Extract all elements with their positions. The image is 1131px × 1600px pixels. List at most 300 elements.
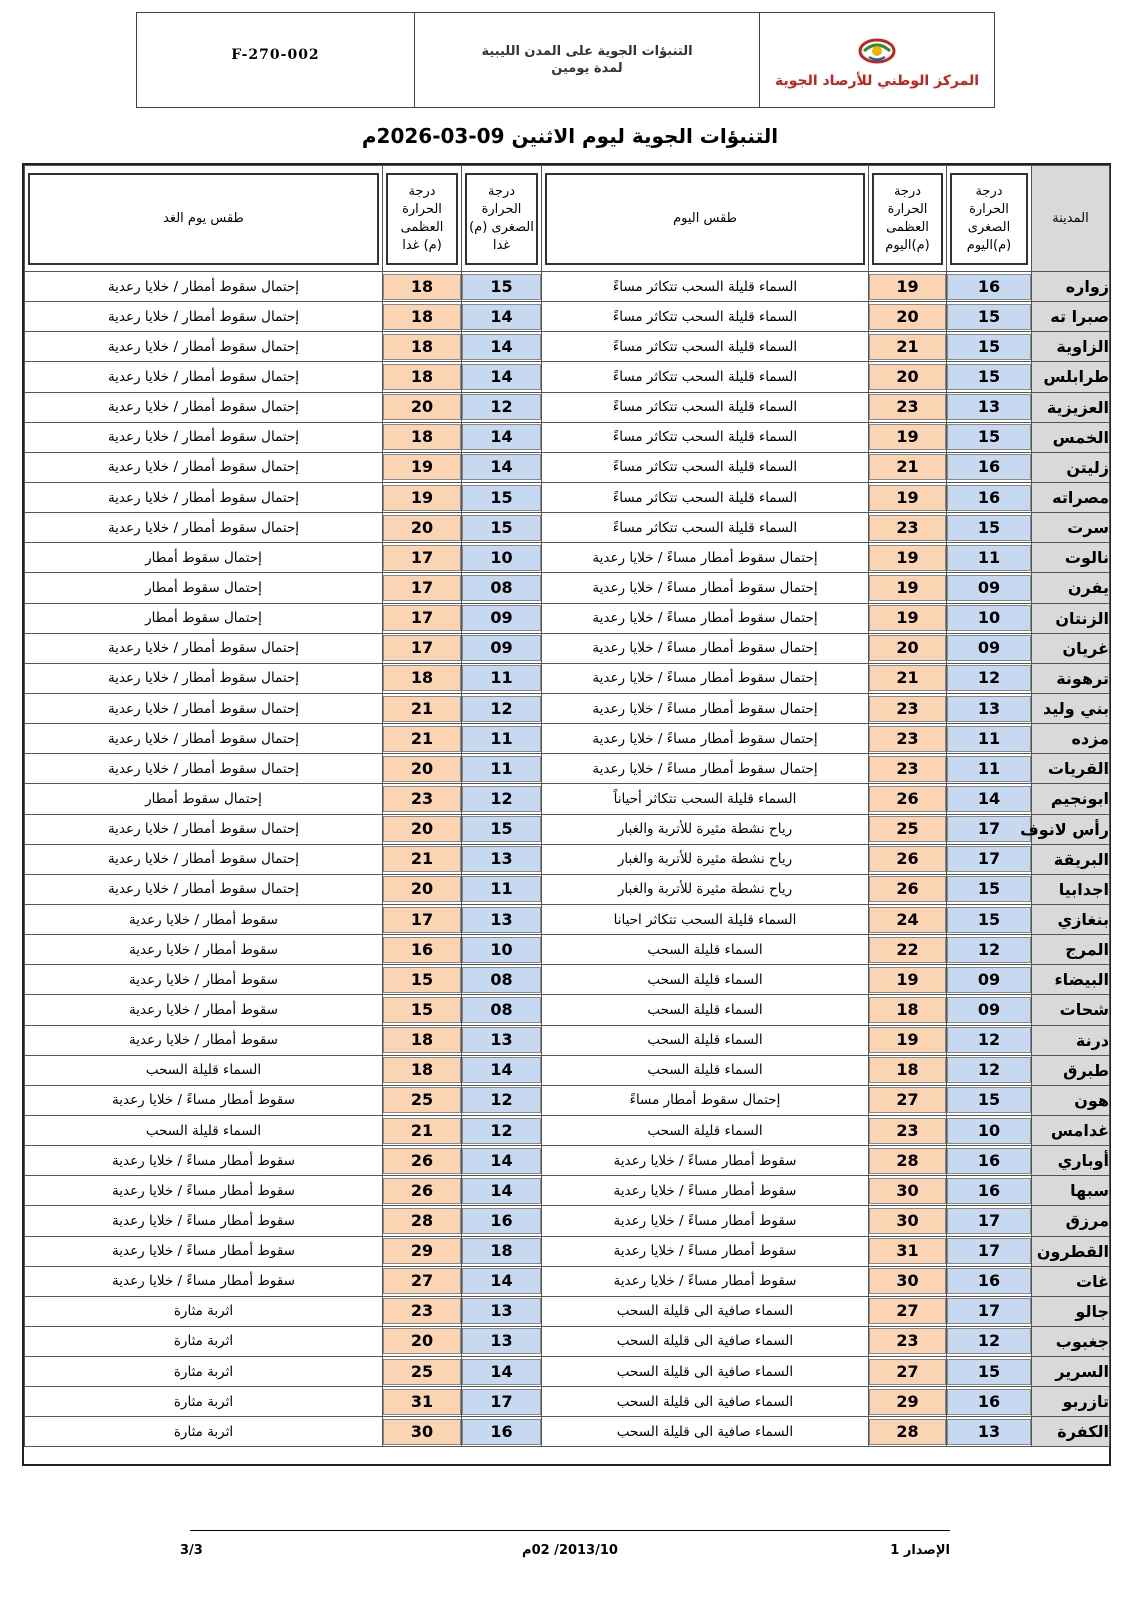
min-temp-today-cell bbox=[947, 1206, 1032, 1236]
weather-tomorrow-cell: إحتمال سقوط أمطار / خلايا رعدية bbox=[25, 844, 383, 874]
min-temp-tomorrow-cell-value: 09 bbox=[462, 605, 541, 631]
min-temp-today-cell bbox=[947, 1357, 1032, 1387]
weather-today-cell: السماء قليلة السحب تتكاثر مساءً bbox=[542, 452, 869, 482]
max-temp-today-cell-value: 23 bbox=[869, 696, 946, 722]
header-city: المدينة bbox=[1032, 166, 1110, 272]
city-cell: جالو bbox=[1032, 1296, 1110, 1326]
max-temp-tomorrow-cell-value: 23 bbox=[383, 786, 461, 812]
min-temp-tomorrow-cell bbox=[462, 904, 542, 934]
header-weather-tomorrow: طقس يوم الغد bbox=[25, 166, 383, 272]
min-temp-tomorrow-cell-value: 16 bbox=[462, 1208, 541, 1234]
max-temp-tomorrow-cell bbox=[383, 693, 462, 723]
max-temp-today-cell-value: 20 bbox=[869, 364, 946, 390]
min-temp-today-cell bbox=[947, 633, 1032, 663]
max-temp-today-cell bbox=[869, 1206, 947, 1236]
min-temp-today-cell bbox=[947, 1326, 1032, 1356]
max-temp-tomorrow-cell-value: 27 bbox=[383, 1268, 461, 1294]
max-temp-tomorrow-cell-value: 20 bbox=[383, 816, 461, 842]
min-temp-today-cell-value: 16 bbox=[947, 1268, 1031, 1294]
weather-today-cell: السماء قليلة السحب تتكاثر احيانا bbox=[542, 904, 869, 934]
max-temp-today-cell-value: 22 bbox=[869, 937, 946, 963]
weather-today-cell: إحتمال سقوط أمطار مساءً / خلايا رعدية bbox=[542, 724, 869, 754]
max-temp-today-cell bbox=[869, 1146, 947, 1176]
max-temp-today-cell bbox=[869, 724, 947, 754]
weather-today-cell: إحتمال سقوط أمطار مساءً / خلايا رعدية bbox=[542, 603, 869, 633]
table-row bbox=[25, 1176, 1110, 1206]
min-temp-tomorrow-cell bbox=[462, 1236, 542, 1266]
min-temp-today-cell-value: 16 bbox=[947, 1178, 1031, 1204]
max-temp-tomorrow-cell bbox=[383, 724, 462, 754]
min-temp-today-cell bbox=[947, 935, 1032, 965]
min-temp-tomorrow-cell-value: 12 bbox=[462, 1118, 541, 1144]
weather-today-cell: سقوط أمطار مساءً / خلايا رعدية bbox=[542, 1206, 869, 1236]
weather-tomorrow-cell: سقوط أمطار مساءً / خلايا رعدية bbox=[25, 1236, 383, 1266]
min-temp-tomorrow-cell bbox=[462, 965, 542, 995]
max-temp-today-cell-value: 26 bbox=[869, 786, 946, 812]
table-row bbox=[25, 302, 1110, 332]
max-temp-today-cell bbox=[869, 693, 947, 723]
max-temp-today-cell-value: 24 bbox=[869, 907, 946, 933]
min-temp-today-cell-value: 15 bbox=[947, 876, 1031, 902]
max-temp-tomorrow-cell-value: 29 bbox=[383, 1238, 461, 1264]
table-row bbox=[25, 543, 1110, 573]
min-temp-today-cell bbox=[947, 904, 1032, 934]
organization-name: المركز الوطني للأرصاد الجوية bbox=[774, 73, 980, 89]
min-temp-tomorrow-cell-value: 10 bbox=[462, 545, 541, 571]
city-cell: المرج bbox=[1032, 935, 1110, 965]
min-temp-tomorrow-cell bbox=[462, 543, 542, 573]
min-temp-today-cell bbox=[947, 392, 1032, 422]
table-row bbox=[25, 995, 1110, 1025]
min-temp-today-cell-value: 16 bbox=[947, 454, 1031, 480]
min-temp-today-cell-value: 17 bbox=[947, 846, 1031, 872]
max-temp-tomorrow-cell bbox=[383, 272, 462, 302]
min-temp-tomorrow-cell-value: 14 bbox=[462, 1268, 541, 1294]
min-temp-tomorrow-cell-value: 10 bbox=[462, 937, 541, 963]
min-temp-tomorrow-cell-value: 14 bbox=[462, 1148, 541, 1174]
max-temp-today-cell-value: 27 bbox=[869, 1087, 946, 1113]
min-temp-today-cell-value: 11 bbox=[947, 756, 1031, 782]
max-temp-tomorrow-cell-value: 20 bbox=[383, 515, 461, 541]
weather-tomorrow-cell: سقوط أمطار مساءً / خلايا رعدية bbox=[25, 1266, 383, 1296]
organization-block bbox=[760, 13, 994, 107]
min-temp-today-cell bbox=[947, 452, 1032, 482]
min-temp-tomorrow-cell bbox=[462, 995, 542, 1025]
min-temp-tomorrow-cell bbox=[462, 693, 542, 723]
min-temp-tomorrow-cell-value: 09 bbox=[462, 635, 541, 661]
min-temp-today-cell-value: 09 bbox=[947, 997, 1031, 1023]
max-temp-today-cell-value: 30 bbox=[869, 1268, 946, 1294]
max-temp-today-cell-value: 18 bbox=[869, 997, 946, 1023]
table-row bbox=[25, 874, 1110, 904]
min-temp-today-cell-value: 17 bbox=[947, 816, 1031, 842]
max-temp-tomorrow-cell-value: 25 bbox=[383, 1359, 461, 1385]
max-temp-today-cell bbox=[869, 362, 947, 392]
min-temp-today-cell-value: 12 bbox=[947, 665, 1031, 691]
weather-today-cell: السماء صافية الى قليلة السحب bbox=[542, 1387, 869, 1417]
max-temp-tomorrow-cell-value: 20 bbox=[383, 394, 461, 420]
max-temp-today-cell bbox=[869, 1296, 947, 1326]
max-temp-today-cell-value: 21 bbox=[869, 665, 946, 691]
min-temp-tomorrow-cell-value: 13 bbox=[462, 907, 541, 933]
city-cell: بنغازي bbox=[1032, 904, 1110, 934]
table-row bbox=[25, 1025, 1110, 1055]
city-cell: مرزق bbox=[1032, 1206, 1110, 1236]
city-cell: ترهونة bbox=[1032, 663, 1110, 693]
min-temp-today-cell-value: 17 bbox=[947, 1298, 1031, 1324]
max-temp-tomorrow-cell-value: 18 bbox=[383, 424, 461, 450]
table-row bbox=[25, 1146, 1110, 1176]
min-temp-tomorrow-cell-value: 17 bbox=[462, 1389, 541, 1415]
max-temp-today-cell-value: 23 bbox=[869, 1328, 946, 1354]
weather-today-cell: السماء قليلة السحب تتكاثر مساءً bbox=[542, 513, 869, 543]
weather-tomorrow-cell: إحتمال سقوط أمطار / خلايا رعدية bbox=[25, 663, 383, 693]
weather-tomorrow-cell: السماء قليلة السحب bbox=[25, 1115, 383, 1145]
max-temp-tomorrow-cell-value: 17 bbox=[383, 575, 461, 601]
min-temp-today-cell-value: 09 bbox=[947, 967, 1031, 993]
min-temp-tomorrow-cell bbox=[462, 452, 542, 482]
min-temp-today-cell-value: 15 bbox=[947, 304, 1031, 330]
max-temp-tomorrow-cell-value: 19 bbox=[383, 485, 461, 511]
max-temp-today-cell bbox=[869, 814, 947, 844]
max-temp-today-cell-value: 21 bbox=[869, 334, 946, 360]
min-temp-today-cell bbox=[947, 965, 1032, 995]
city-cell: مصراته bbox=[1032, 482, 1110, 512]
min-temp-tomorrow-cell-value: 13 bbox=[462, 846, 541, 872]
min-temp-today-cell-value: 09 bbox=[947, 635, 1031, 661]
max-temp-tomorrow-cell-value: 28 bbox=[383, 1208, 461, 1234]
min-temp-today-cell-value: 10 bbox=[947, 605, 1031, 631]
table-row bbox=[25, 633, 1110, 663]
weather-today-cell: السماء قليلة السحب تتكاثر مساءً bbox=[542, 392, 869, 422]
min-temp-today-cell bbox=[947, 1115, 1032, 1145]
max-temp-today-cell bbox=[869, 1357, 947, 1387]
max-temp-tomorrow-cell bbox=[383, 362, 462, 392]
max-temp-tomorrow-cell bbox=[383, 1417, 462, 1447]
city-cell: ابونجيم bbox=[1032, 784, 1110, 814]
max-temp-today-cell-value: 19 bbox=[869, 967, 946, 993]
weather-today-cell: السماء قليلة السحب bbox=[542, 935, 869, 965]
city-cell: السرير bbox=[1032, 1357, 1110, 1387]
max-temp-today-cell bbox=[869, 874, 947, 904]
weather-tomorrow-cell: سقوط أمطار / خلايا رعدية bbox=[25, 904, 383, 934]
city-cell: صبرا ته bbox=[1032, 302, 1110, 332]
weather-tomorrow-cell: إحتمال سقوط أمطار bbox=[25, 543, 383, 573]
city-cell: البيضاء bbox=[1032, 965, 1110, 995]
weather-tomorrow-cell: سقوط أمطار مساءً / خلايا رعدية bbox=[25, 1206, 383, 1236]
city-cell: سرت bbox=[1032, 513, 1110, 543]
min-temp-today-cell bbox=[947, 573, 1032, 603]
max-temp-today-cell-value: 20 bbox=[869, 304, 946, 330]
weather-tomorrow-cell: اثربة مثارة bbox=[25, 1357, 383, 1387]
min-temp-tomorrow-cell-value: 13 bbox=[462, 1298, 541, 1324]
city-cell: الزاوية bbox=[1032, 332, 1110, 362]
max-temp-tomorrow-cell bbox=[383, 904, 462, 934]
max-temp-tomorrow-cell bbox=[383, 633, 462, 663]
min-temp-today-cell-value: 11 bbox=[947, 545, 1031, 571]
max-temp-tomorrow-cell-value: 20 bbox=[383, 756, 461, 782]
min-temp-tomorrow-cell bbox=[462, 573, 542, 603]
min-temp-tomorrow-cell-value: 14 bbox=[462, 424, 541, 450]
weather-tomorrow-cell: إحتمال سقوط أمطار / خلايا رعدية bbox=[25, 272, 383, 302]
city-cell: رأس لانوف bbox=[1032, 814, 1110, 844]
max-temp-tomorrow-cell bbox=[383, 1296, 462, 1326]
max-temp-today-cell bbox=[869, 1055, 947, 1085]
min-temp-today-cell bbox=[947, 814, 1032, 844]
weather-tomorrow-cell: إحتمال سقوط أمطار / خلايا رعدية bbox=[25, 874, 383, 904]
max-temp-today-cell bbox=[869, 844, 947, 874]
city-cell: الكفرة bbox=[1032, 1417, 1110, 1447]
weather-tomorrow-cell: إحتمال سقوط أمطار bbox=[25, 573, 383, 603]
max-temp-today-cell-value: 20 bbox=[869, 635, 946, 661]
min-temp-tomorrow-cell-value: 12 bbox=[462, 786, 541, 812]
min-temp-tomorrow-cell bbox=[462, 1146, 542, 1176]
max-temp-tomorrow-cell-value: 26 bbox=[383, 1178, 461, 1204]
doc-header-title-line2: لمدة يومين bbox=[551, 61, 623, 76]
min-temp-today-cell-value: 12 bbox=[947, 1328, 1031, 1354]
min-temp-tomorrow-cell-value: 14 bbox=[462, 364, 541, 390]
footer-date: 2013/10/ 02م bbox=[522, 1543, 618, 1558]
weather-today-cell: السماء صافية الى قليلة السحب bbox=[542, 1326, 869, 1356]
min-temp-tomorrow-cell bbox=[462, 392, 542, 422]
max-temp-today-cell bbox=[869, 995, 947, 1025]
weather-tomorrow-cell: إحتمال سقوط أمطار / خلايا رعدية bbox=[25, 392, 383, 422]
max-temp-today-cell-value: 30 bbox=[869, 1178, 946, 1204]
min-temp-tomorrow-cell-value: 14 bbox=[462, 1178, 541, 1204]
max-temp-tomorrow-cell bbox=[383, 452, 462, 482]
min-temp-tomorrow-cell bbox=[462, 1387, 542, 1417]
min-temp-today-cell bbox=[947, 693, 1032, 723]
weather-tomorrow-cell: إحتمال سقوط أمطار / خلايا رعدية bbox=[25, 302, 383, 332]
table-row bbox=[25, 1115, 1110, 1145]
max-temp-today-cell bbox=[869, 1326, 947, 1356]
min-temp-today-cell-value: 12 bbox=[947, 937, 1031, 963]
min-temp-tomorrow-cell bbox=[462, 935, 542, 965]
city-cell: اجدابيا bbox=[1032, 874, 1110, 904]
max-temp-today-cell bbox=[869, 482, 947, 512]
max-temp-today-cell-value: 19 bbox=[869, 1027, 946, 1053]
forecast-table bbox=[24, 165, 1110, 1447]
max-temp-today-cell bbox=[869, 1266, 947, 1296]
city-cell: طبرق bbox=[1032, 1055, 1110, 1085]
weather-today-cell: إحتمال سقوط أمطار مساءً / خلايا رعدية bbox=[542, 663, 869, 693]
min-temp-tomorrow-cell bbox=[462, 272, 542, 302]
table-row bbox=[25, 965, 1110, 995]
weather-today-cell: السماء قليلة السحب تتكاثر مساءً bbox=[542, 332, 869, 362]
city-cell: القريات bbox=[1032, 754, 1110, 784]
min-temp-today-cell-value: 13 bbox=[947, 394, 1031, 420]
meteorology-logo-icon bbox=[855, 31, 899, 67]
table-row bbox=[25, 452, 1110, 482]
max-temp-tomorrow-cell-value: 21 bbox=[383, 1118, 461, 1144]
max-temp-today-cell-value: 19 bbox=[869, 485, 946, 511]
city-cell: الخمس bbox=[1032, 422, 1110, 452]
weather-tomorrow-cell: سقوط أمطار مساءً / خلايا رعدية bbox=[25, 1146, 383, 1176]
doc-code: F-270-002 bbox=[137, 13, 415, 107]
max-temp-today-cell bbox=[869, 422, 947, 452]
forecast-table-body bbox=[25, 272, 1110, 1447]
min-temp-tomorrow-cell-value: 11 bbox=[462, 876, 541, 902]
min-temp-tomorrow-cell-value: 15 bbox=[462, 515, 541, 541]
max-temp-today-cell-value: 23 bbox=[869, 394, 946, 420]
max-temp-tomorrow-cell-value: 18 bbox=[383, 274, 461, 300]
table-row bbox=[25, 693, 1110, 723]
min-temp-today-cell-value: 14 bbox=[947, 786, 1031, 812]
min-temp-today-cell bbox=[947, 482, 1032, 512]
min-temp-tomorrow-cell-value: 15 bbox=[462, 816, 541, 842]
min-temp-tomorrow-cell bbox=[462, 814, 542, 844]
min-temp-tomorrow-cell bbox=[462, 1115, 542, 1145]
min-temp-today-cell bbox=[947, 754, 1032, 784]
max-temp-today-cell-value: 28 bbox=[869, 1148, 946, 1174]
min-temp-tomorrow-cell-value: 18 bbox=[462, 1238, 541, 1264]
max-temp-tomorrow-cell bbox=[383, 1025, 462, 1055]
header-min-tomorrow: درجة الحرارة الصغرى (م) غدا bbox=[462, 166, 542, 272]
min-temp-today-cell-value: 15 bbox=[947, 1359, 1031, 1385]
max-temp-today-cell bbox=[869, 784, 947, 814]
max-temp-tomorrow-cell bbox=[383, 1387, 462, 1417]
min-temp-tomorrow-cell bbox=[462, 1296, 542, 1326]
page-title: التنبؤات الجوية ليوم الاثنين 09-03-2026م bbox=[361, 124, 779, 148]
weather-tomorrow-cell: إحتمال سقوط أمطار bbox=[25, 784, 383, 814]
weather-today-cell: السماء صافية الى قليلة السحب bbox=[542, 1417, 869, 1447]
min-temp-tomorrow-cell-value: 13 bbox=[462, 1027, 541, 1053]
min-temp-tomorrow-cell bbox=[462, 1266, 542, 1296]
min-temp-today-cell-value: 15 bbox=[947, 364, 1031, 390]
city-cell: الزنتان bbox=[1032, 603, 1110, 633]
max-temp-today-cell-value: 27 bbox=[869, 1298, 946, 1324]
weather-tomorrow-cell: سقوط أمطار / خلايا رعدية bbox=[25, 995, 383, 1025]
max-temp-tomorrow-cell-value: 19 bbox=[383, 454, 461, 480]
max-temp-today-cell bbox=[869, 1115, 947, 1145]
max-temp-tomorrow-cell-value: 26 bbox=[383, 1148, 461, 1174]
city-cell: نالوت bbox=[1032, 543, 1110, 573]
min-temp-tomorrow-cell bbox=[462, 754, 542, 784]
weather-today-cell: إحتمال سقوط أمطار مساءً / خلايا رعدية bbox=[542, 543, 869, 573]
weather-tomorrow-cell: إحتمال سقوط أمطار / خلايا رعدية bbox=[25, 724, 383, 754]
table-row bbox=[25, 1206, 1110, 1236]
weather-tomorrow-cell: سقوط أمطار مساءً / خلايا رعدية bbox=[25, 1176, 383, 1206]
min-temp-tomorrow-cell bbox=[462, 1025, 542, 1055]
weather-tomorrow-cell: إحتمال سقوط أمطار / خلايا رعدية bbox=[25, 814, 383, 844]
min-temp-tomorrow-cell-value: 12 bbox=[462, 696, 541, 722]
max-temp-today-cell-value: 27 bbox=[869, 1359, 946, 1385]
table-row bbox=[25, 935, 1110, 965]
min-temp-tomorrow-cell-value: 14 bbox=[462, 1359, 541, 1385]
city-cell: غريان bbox=[1032, 633, 1110, 663]
min-temp-today-cell-value: 16 bbox=[947, 1148, 1031, 1174]
min-temp-today-cell-value: 16 bbox=[947, 485, 1031, 511]
max-temp-tomorrow-cell bbox=[383, 935, 462, 965]
max-temp-tomorrow-cell bbox=[383, 844, 462, 874]
city-cell: زواره bbox=[1032, 272, 1110, 302]
header-weather-today: طقس اليوم bbox=[542, 166, 869, 272]
max-temp-today-cell-value: 23 bbox=[869, 726, 946, 752]
min-temp-today-cell bbox=[947, 1085, 1032, 1115]
max-temp-tomorrow-cell bbox=[383, 1326, 462, 1356]
max-temp-tomorrow-cell bbox=[383, 573, 462, 603]
table-row bbox=[25, 904, 1110, 934]
city-cell: تازربو bbox=[1032, 1387, 1110, 1417]
min-temp-today-cell-value: 15 bbox=[947, 1087, 1031, 1113]
max-temp-tomorrow-cell-value: 17 bbox=[383, 605, 461, 631]
max-temp-tomorrow-cell-value: 17 bbox=[383, 545, 461, 571]
max-temp-tomorrow-cell bbox=[383, 1266, 462, 1296]
table-row bbox=[25, 573, 1110, 603]
min-temp-today-cell bbox=[947, 422, 1032, 452]
weather-today-cell: إحتمال سقوط أمطار مساءً / خلايا رعدية bbox=[542, 633, 869, 663]
max-temp-tomorrow-cell-value: 17 bbox=[383, 907, 461, 933]
doc-header-title bbox=[415, 13, 760, 107]
max-temp-today-cell bbox=[869, 302, 947, 332]
min-temp-tomorrow-cell-value: 11 bbox=[462, 756, 541, 782]
table-row bbox=[25, 1266, 1110, 1296]
document-header bbox=[136, 12, 995, 108]
max-temp-tomorrow-cell-value: 15 bbox=[383, 967, 461, 993]
min-temp-tomorrow-cell bbox=[462, 603, 542, 633]
weather-tomorrow-cell: سقوط أمطار / خلايا رعدية bbox=[25, 965, 383, 995]
min-temp-today-cell bbox=[947, 362, 1032, 392]
max-temp-today-cell-value: 19 bbox=[869, 605, 946, 631]
weather-today-cell: إحتمال سقوط أمطار مساءً / خلايا رعدية bbox=[542, 693, 869, 723]
max-temp-today-cell bbox=[869, 965, 947, 995]
min-temp-tomorrow-cell bbox=[462, 844, 542, 874]
weather-today-cell: السماء قليلة السحب bbox=[542, 1115, 869, 1145]
weather-today-cell: إحتمال سقوط أمطار مساءً bbox=[542, 1085, 869, 1115]
city-cell: أوباري bbox=[1032, 1146, 1110, 1176]
footer-divider bbox=[190, 1530, 950, 1531]
min-temp-today-cell bbox=[947, 302, 1032, 332]
table-row bbox=[25, 784, 1110, 814]
min-temp-tomorrow-cell-value: 15 bbox=[462, 485, 541, 511]
min-temp-today-cell bbox=[947, 874, 1032, 904]
min-temp-today-cell-value: 16 bbox=[947, 274, 1031, 300]
table-row bbox=[25, 1296, 1110, 1326]
max-temp-today-cell bbox=[869, 904, 947, 934]
max-temp-today-cell bbox=[869, 1417, 947, 1447]
weather-today-cell: السماء قليلة السحب تتكاثر أحياناً bbox=[542, 784, 869, 814]
min-temp-tomorrow-cell-value: 15 bbox=[462, 274, 541, 300]
max-temp-tomorrow-cell bbox=[383, 392, 462, 422]
min-temp-today-cell bbox=[947, 1146, 1032, 1176]
table-row bbox=[25, 513, 1110, 543]
min-temp-today-cell-value: 13 bbox=[947, 1419, 1031, 1445]
weather-today-cell: السماء قليلة السحب تتكاثر مساءً bbox=[542, 422, 869, 452]
weather-today-cell: السماء قليلة السحب bbox=[542, 1025, 869, 1055]
max-temp-tomorrow-cell bbox=[383, 332, 462, 362]
min-temp-tomorrow-cell bbox=[462, 784, 542, 814]
max-temp-tomorrow-cell bbox=[383, 995, 462, 1025]
max-temp-tomorrow-cell-value: 18 bbox=[383, 364, 461, 390]
min-temp-today-cell-value: 15 bbox=[947, 515, 1031, 541]
max-temp-tomorrow-cell-value: 17 bbox=[383, 635, 461, 661]
min-temp-tomorrow-cell bbox=[462, 1176, 542, 1206]
weather-tomorrow-cell: اثربة مثارة bbox=[25, 1387, 383, 1417]
min-temp-today-cell-value: 15 bbox=[947, 424, 1031, 450]
max-temp-tomorrow-cell-value: 18 bbox=[383, 304, 461, 330]
weather-tomorrow-cell: سقوط أمطار / خلايا رعدية bbox=[25, 935, 383, 965]
min-temp-today-cell bbox=[947, 1266, 1032, 1296]
table-row bbox=[25, 603, 1110, 633]
max-temp-tomorrow-cell bbox=[383, 1357, 462, 1387]
max-temp-tomorrow-cell-value: 18 bbox=[383, 1057, 461, 1083]
weather-today-cell: السماء قليلة السحب تتكاثر مساءً bbox=[542, 362, 869, 392]
max-temp-tomorrow-cell-value: 18 bbox=[383, 665, 461, 691]
table-row bbox=[25, 1236, 1110, 1266]
max-temp-today-cell bbox=[869, 1236, 947, 1266]
footer-version: الإصدار 1 bbox=[890, 1543, 950, 1558]
weather-today-cell: السماء صافية الى قليلة السحب bbox=[542, 1296, 869, 1326]
